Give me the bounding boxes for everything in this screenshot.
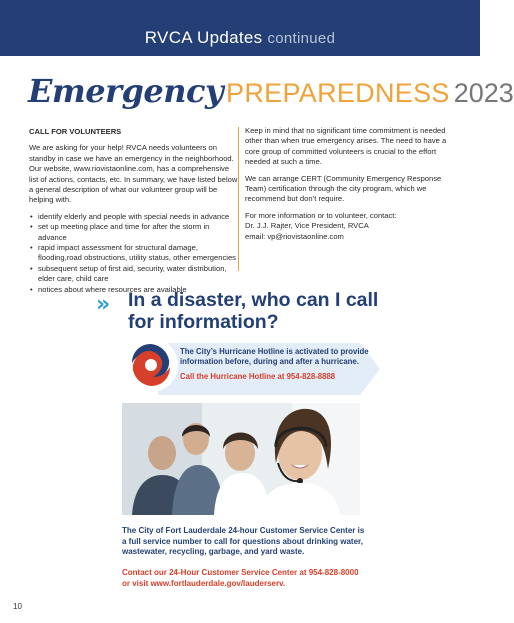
list-item: • set up meeting place and time for after the storm in advance bbox=[29, 222, 239, 243]
list-item: • notices about where resources are available bbox=[29, 285, 239, 295]
banner-title bbox=[0, 28, 480, 48]
hotline-phone[interactable]: Call the Hurricane Hotline at 954-828-8888 bbox=[180, 372, 336, 381]
banner-subtitle: continued bbox=[267, 30, 336, 47]
list-item: • rapid impact assessment for structural damage, flooding,road obstructions, utility status, other emergencies bbox=[29, 243, 239, 264]
column-divider bbox=[238, 127, 239, 271]
disaster-heading-text bbox=[128, 289, 378, 333]
list-item: • identify elderly and people with special needs in advance bbox=[29, 212, 239, 222]
call-center-photo bbox=[122, 403, 360, 515]
contact-email[interactable]: email: vp@riovistaonline.com bbox=[245, 231, 344, 241]
double-chevron-icon: » bbox=[96, 292, 107, 317]
contact-name: Dr. J.J. Rajter, Vice President, RVCA bbox=[245, 221, 369, 231]
intro-paragraph: We are asking for your help! RVCA needs volunteers on standby in case we have an emergency in the neighborhood. Our website, www.riovistaonline.com, has a comprehensive list of actions, contacts, etc. In summary, we have listed below a general description of what our volunteer group will be helping with. bbox=[29, 143, 238, 205]
disaster-heading-line: In a disaster, who can I call bbox=[128, 289, 379, 311]
left-column bbox=[29, 127, 239, 295]
hurricane-icon bbox=[122, 336, 180, 394]
banner-title-text: RVCA Updates bbox=[144, 28, 263, 47]
hotline-description: The City’s Hurricane Hotline is activated to provide information before, during and after a hurricane. bbox=[180, 347, 369, 367]
service-center-description: The City of Fort Lauderdale 24-hour Customer Service Center is a full service number to call for questions about drinking water, wastewater, recycling, garbage, and yard waste. bbox=[122, 526, 365, 557]
page-headline bbox=[28, 72, 514, 112]
service-center-contact[interactable]: Contact our 24-Hour Customer Service Center at 954-828-8000 or visit www.fortlauderdale.gov/lauderserv. bbox=[122, 568, 359, 588]
section-heading: CALL FOR VOLUNTEERS bbox=[29, 127, 122, 136]
cert-paragraph: We can arrange CERT (Community Emergency Response Team) certification through the city program, which we recommend but don’t require. bbox=[245, 173, 442, 204]
headline-script-word: Emergency bbox=[28, 72, 224, 110]
contact-intro: For more information or to volunteer, contact: bbox=[245, 210, 397, 220]
headline-caps-word: PREPAREDNESS bbox=[226, 78, 450, 108]
header-banner bbox=[0, 0, 480, 56]
right-column bbox=[245, 126, 455, 242]
headline-year: 2023 bbox=[453, 78, 514, 108]
page-number: 10 bbox=[13, 602, 22, 611]
volunteer-task-list bbox=[29, 212, 239, 295]
list-item: • subsequent setup of first aid, security, water distribution, elder care, child care bbox=[29, 264, 239, 285]
disaster-heading-line: for information? bbox=[128, 311, 279, 333]
commitment-paragraph: Keep in mind that no significant time commitment is needed other than when true emergency arises. The need to have a core group of committed volunteers is crucial to the effort needed at such a time. bbox=[245, 126, 447, 167]
